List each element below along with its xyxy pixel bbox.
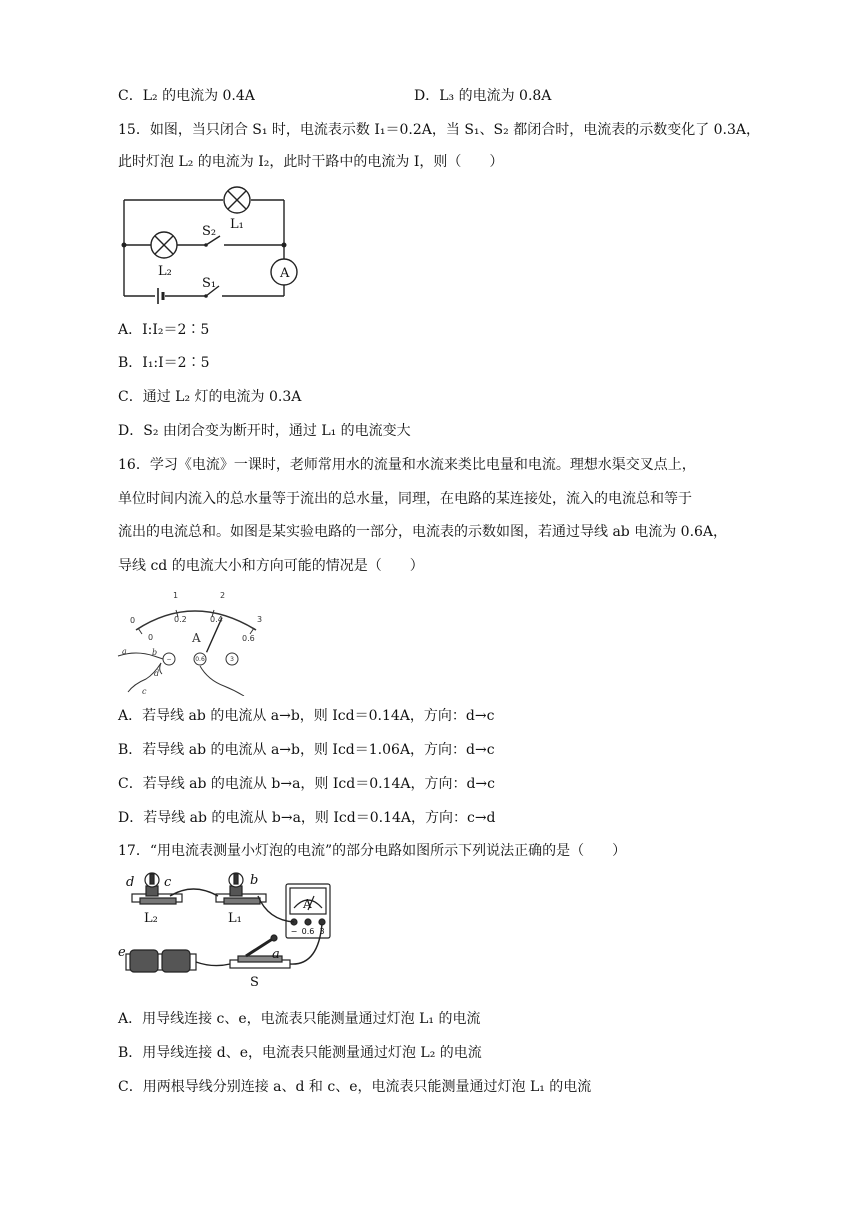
q16-bottom-scale-1: 0.2	[174, 615, 187, 624]
q14-option-d: D．L₃ 的电流为 0.8A	[414, 88, 552, 104]
q17-point-a: a	[272, 947, 280, 962]
q17-switch-label: S	[250, 975, 259, 990]
q17-bulb-l2	[132, 873, 182, 904]
q17-battery	[126, 950, 196, 972]
q16-option-b: B．若导线 ab 的电流从 a→b，则 Icd＝1.06A，方向：d→c	[118, 742, 495, 758]
q16-terminal-label-3: 3	[230, 656, 234, 663]
q17-point-c: c	[164, 875, 172, 890]
q16-bottom-scale-0: 0	[148, 633, 154, 642]
q17-bulb-l1	[216, 873, 266, 904]
q16-terminal-label-06: 0.6	[195, 656, 205, 663]
q16-stem-line-3: 流出的电流总和。如图是某实验电路的一部分，电流表的示数如图，若通过导线 ab 电流为 0.6A，	[118, 524, 728, 540]
q16-bottom-scale-3: 0.6	[242, 634, 255, 643]
q17-option-c: C．用两根导线分别连接 a、d 和 c、e，电流表只能测量通过灯泡 L₁ 的电流	[118, 1079, 592, 1095]
q17-terminal-06: 0.6	[301, 927, 315, 936]
q16-unit-label: A	[192, 631, 201, 645]
q15-s1-label: S₁	[202, 276, 217, 291]
q15-stem-line-1: 15．如图，当只闭合 S₁ 时，电流表示数 I₁＝0.2A，当 S₁、S₂ 都闭合时，电流表的示数变化了 0.3A，	[118, 122, 761, 138]
q16-bottom-scale-2: 0.4	[210, 615, 223, 624]
q16-wire-label-a: a	[122, 647, 127, 656]
q17-l1-label: L₁	[228, 911, 242, 926]
q16-wire-label-b: b	[152, 648, 158, 657]
q17-option-a: A．用导线连接 c、e，电流表只能测量通过灯泡 L₁ 的电流	[118, 1011, 481, 1027]
q16-stem-line-2: 单位时间内流入的总水量等于流出的总水量，同理，在电路的某连接处，流入的电流总和等于	[118, 491, 692, 507]
q17-point-e: e	[118, 945, 126, 960]
q15-battery	[158, 288, 163, 304]
q17-circuit-photo	[118, 868, 338, 994]
q16-top-scale-2: 2	[220, 591, 226, 600]
q15-s2-label: S₂	[202, 224, 217, 239]
q15-circuit-diagram	[118, 180, 308, 304]
q16-stem-line-1: 16．学习《电流》一课时，老师常用水的流量和水流来类比电量和电流。理想水渠交叉点上，	[118, 457, 696, 473]
q17-terminal-3: 3	[319, 927, 325, 936]
q17-stem: 17．“用电流表测量小灯泡的电流”的部分电路如图所示下列说法正确的是（ ）	[118, 843, 627, 859]
q17-point-b: b	[250, 873, 259, 888]
q15-option-a: A．I:I₂＝2∶5	[118, 322, 210, 338]
q14-option-c: C．L₂ 的电流为 0.4A	[118, 88, 255, 104]
q16-stem-line-4: 导线 cd 的电流大小和方向可能的情况是（ ）	[118, 558, 424, 574]
q15-option-b: B．I₁:I＝2∶5	[118, 355, 210, 371]
q16-ammeter-figure	[116, 584, 266, 696]
q15-option-d: D．S₂ 由闭合变为断开时，通过 L₁ 的电流变大	[118, 423, 411, 439]
q17-l2-label: L₂	[144, 911, 158, 926]
q15-l1-label: L₁	[230, 217, 244, 232]
q15-l2-label: L₂	[158, 264, 172, 279]
q15-lamp-l1	[224, 187, 250, 213]
q15-lamp-l2	[151, 232, 177, 258]
q16-top-scale-3: 3	[257, 615, 263, 624]
q17-switch	[230, 935, 290, 968]
q16-top-scale-1: 1	[173, 591, 179, 600]
q16-wire-label-c: c	[142, 687, 147, 696]
q17-option-b: B．用导线连接 d、e，电流表只能测量通过灯泡 L₂ 的电流	[118, 1045, 482, 1061]
q16-option-c: C．若导线 ab 的电流从 b→a，则 Icd＝0.14A，方向：d→c	[118, 776, 496, 792]
q17-ammeter-label: A	[303, 897, 312, 911]
q16-terminal-label-neg: −	[166, 656, 172, 663]
q17-terminal-neg: −	[290, 927, 298, 936]
q15-stem-line-2: 此时灯泡 L₂ 的电流为 I₂，此时干路中的电流为 I，则（ ）	[118, 154, 504, 170]
q16-top-scale-0: 0	[130, 616, 136, 625]
q16-option-d: D．若导线 ab 的电流从 b→a，则 Icd＝0.14A，方向：c→d	[118, 810, 496, 826]
q17-point-d: d	[126, 875, 135, 890]
q16-option-a: A．若导线 ab 的电流从 a→b，则 Icd＝0.14A，方向：d→c	[118, 708, 495, 724]
q15-ammeter-label: A	[280, 266, 290, 281]
q15-option-c: C．通过 L₂ 灯的电流为 0.3A	[118, 389, 302, 405]
q16-wire-label-d: d	[154, 669, 160, 678]
